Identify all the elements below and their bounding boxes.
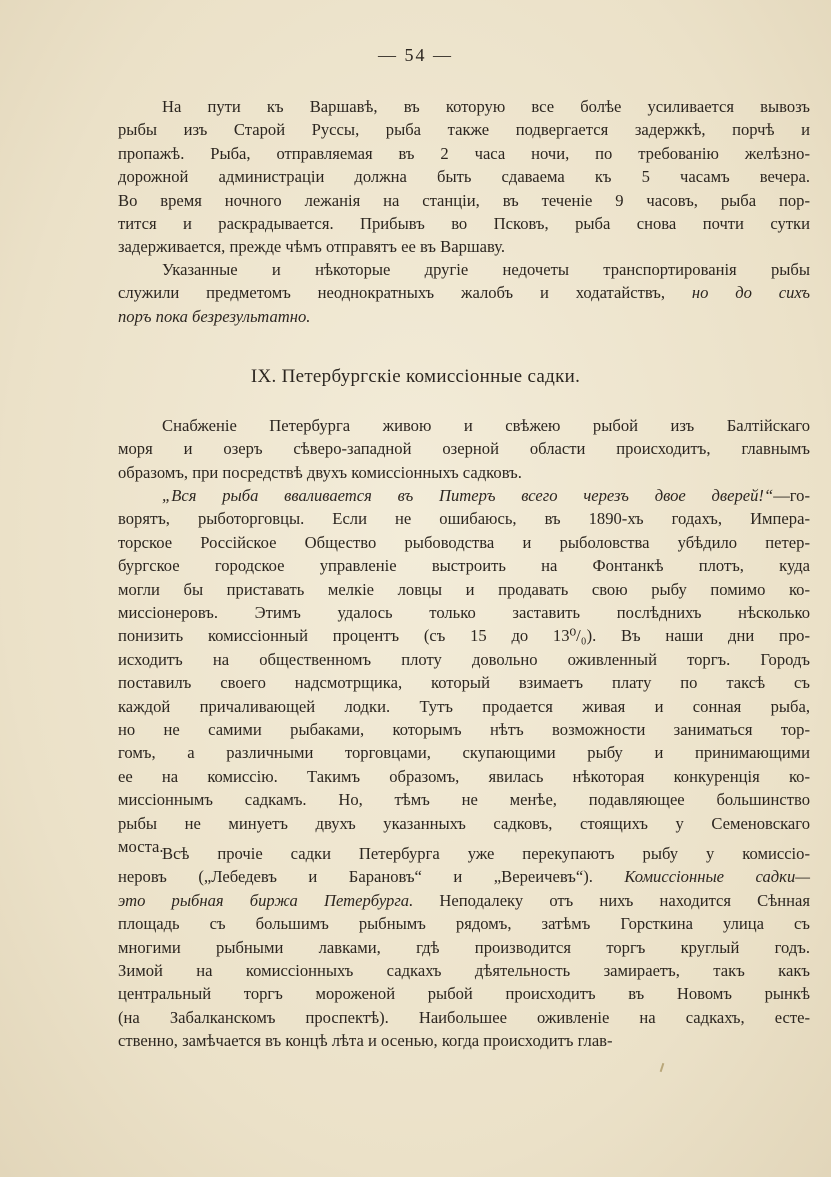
text-line: гомъ, а различными торговцами, скупающими рыбу и принимающими bbox=[118, 743, 810, 763]
paragraph-2 bbox=[118, 258, 810, 328]
text-line: рыбы не минуетъ двухъ указанныхъ садковъ, стоящихъ у Семеновскаго bbox=[118, 813, 810, 833]
text-line: центральный торгъ мороженой рыбой происходитъ въ Новомъ рынкѣ bbox=[118, 984, 810, 1004]
paragraph-1 bbox=[118, 95, 810, 259]
page-number: — 54 — bbox=[378, 45, 453, 65]
text-line: ее на комиссію. Такимъ образомъ, явилась нѣкоторая конкуренція ко- bbox=[118, 766, 810, 786]
text-line: понизить комиссіонный процентъ (съ 15 до 13⁰/₀). Въ наши дни про- bbox=[118, 626, 810, 646]
text-line: пропажѣ. Рыба, отправляемая въ 2 часа ночи, по требованію желѣзно- bbox=[118, 143, 810, 163]
text-line: Снабженіе Петербурга живою и свѣжею рыбой изъ Балтійскаго bbox=[162, 416, 810, 435]
text-run: неровъ („Лебедевъ и Барановъ“ и „Вереичевъ“). bbox=[118, 867, 593, 887]
text-line: миссіоннымъ садкамъ. Но, тѣмъ не менѣе, подавляющее большинство bbox=[118, 790, 810, 810]
text-line: задерживается, прежде чѣмъ отправятъ ее въ Варшаву. bbox=[118, 237, 506, 257]
text-line: торское Россійское Общество рыбоводства и рыболовства убѣдило петер- bbox=[118, 532, 810, 552]
text-line: (на Забалканскомъ проспектѣ). Наибольшее оживленіе на садкахъ, есте- bbox=[118, 1007, 810, 1027]
text-line: многими рыбными лавками, гдѣ производится торгъ круглый годъ. bbox=[118, 937, 810, 957]
paper-blemish bbox=[660, 1063, 665, 1072]
text-line bbox=[118, 281, 810, 304]
text-line bbox=[118, 865, 810, 888]
text-line: ворятъ, рыботорговцы. Если не ошибаюсь, въ 1890-хъ годахъ, Импера- bbox=[118, 509, 810, 529]
italic-text-run: Комиссіонные садки— bbox=[624, 867, 810, 887]
italic-text-line: поръ пока безрезультатно. bbox=[118, 306, 311, 326]
text-line: образомъ, при посредствѣ двухъ комиссіонныхъ садковъ. bbox=[118, 462, 522, 482]
text-run: Неподалеку отъ нихъ находится Сѣнная bbox=[439, 890, 811, 910]
text-line: но не самими рыбаками, которымъ нѣтъ возможности заниматься тор- bbox=[118, 720, 810, 740]
italic-text-run: это рыбная биржа Петербурга. bbox=[118, 890, 414, 910]
text-line: ственно, замѣчается въ концѣ лѣта и осенью, когда происходитъ глав- bbox=[118, 1031, 613, 1051]
italic-text-run: но до сихъ bbox=[691, 283, 810, 303]
text-line: площадь съ большимъ рыбнымъ рядомъ, затѣмъ Горсткина улица съ bbox=[118, 914, 810, 934]
text-run: служили предметомъ неоднократныхъ жалобъ и ходатайствъ, bbox=[118, 283, 666, 303]
text-line: моста. bbox=[118, 837, 164, 857]
text-line: поставилъ своего надсмотрщика, который взимаетъ плату по таксѣ съ bbox=[118, 673, 810, 693]
text-line: Всѣ прочіе садки Петербурга уже перекупаютъ рыбу у комиссіо- bbox=[162, 844, 810, 863]
italic-quote: „Вся рыба вваливается въ Питеръ всего черезъ двое дверей!“ bbox=[162, 486, 774, 505]
text-line: Указанные и нѣкоторые другіе недочеты транспортированія рыбы bbox=[162, 260, 810, 279]
text-line: На пути къ Варшавѣ, въ которую все болѣе усиливается вывозъ bbox=[162, 97, 810, 116]
text-line: миссіонеровъ. Этимъ удалось только заставить послѣднихъ нѣсколько bbox=[118, 603, 810, 623]
text-line bbox=[118, 889, 810, 912]
text-line: рыбы изъ Старой Руссы, рыба также подвергается задержкѣ, порчѣ и bbox=[118, 120, 810, 140]
text-line bbox=[118, 484, 810, 507]
text-run: —го- bbox=[773, 486, 810, 505]
text-line: могли бы приставать мелкіе ловцы и продавать свою рыбу помимо ко- bbox=[118, 579, 810, 599]
paragraph-4 bbox=[118, 484, 810, 859]
text-line: моря и озеръ сѣверо-западной озерной области происходитъ, главнымъ bbox=[118, 439, 810, 459]
text-line: Зимой на комиссіонныхъ садкахъ дѣятельность замираетъ, такъ какъ bbox=[118, 961, 810, 981]
section-heading: IX. Петербургскіе комиссіонные садки. bbox=[250, 366, 581, 387]
text-line: дорожной администраціи должна быть сдаваема къ 5 часамъ вечера. bbox=[118, 167, 810, 187]
text-line: бургское городское управленіе выстроить на Фонтанкѣ плотъ, куда bbox=[118, 556, 810, 576]
paragraph-5 bbox=[118, 842, 810, 1053]
text-line: исходитъ на общественномъ плоту довольно оживленный торгъ. Городъ bbox=[118, 649, 810, 669]
text-line: каждой причаливающей лодки. Тутъ продается живая и сонная рыба, bbox=[118, 696, 810, 716]
paragraph-3 bbox=[118, 414, 810, 484]
text-line: тится и раскрадывается. Прибывъ во Псковъ, рыба снова почти сутки bbox=[118, 214, 810, 234]
text-line: Во время ночного лежанія на станціи, въ теченіе 9 часовъ, рыба пор- bbox=[118, 190, 810, 210]
